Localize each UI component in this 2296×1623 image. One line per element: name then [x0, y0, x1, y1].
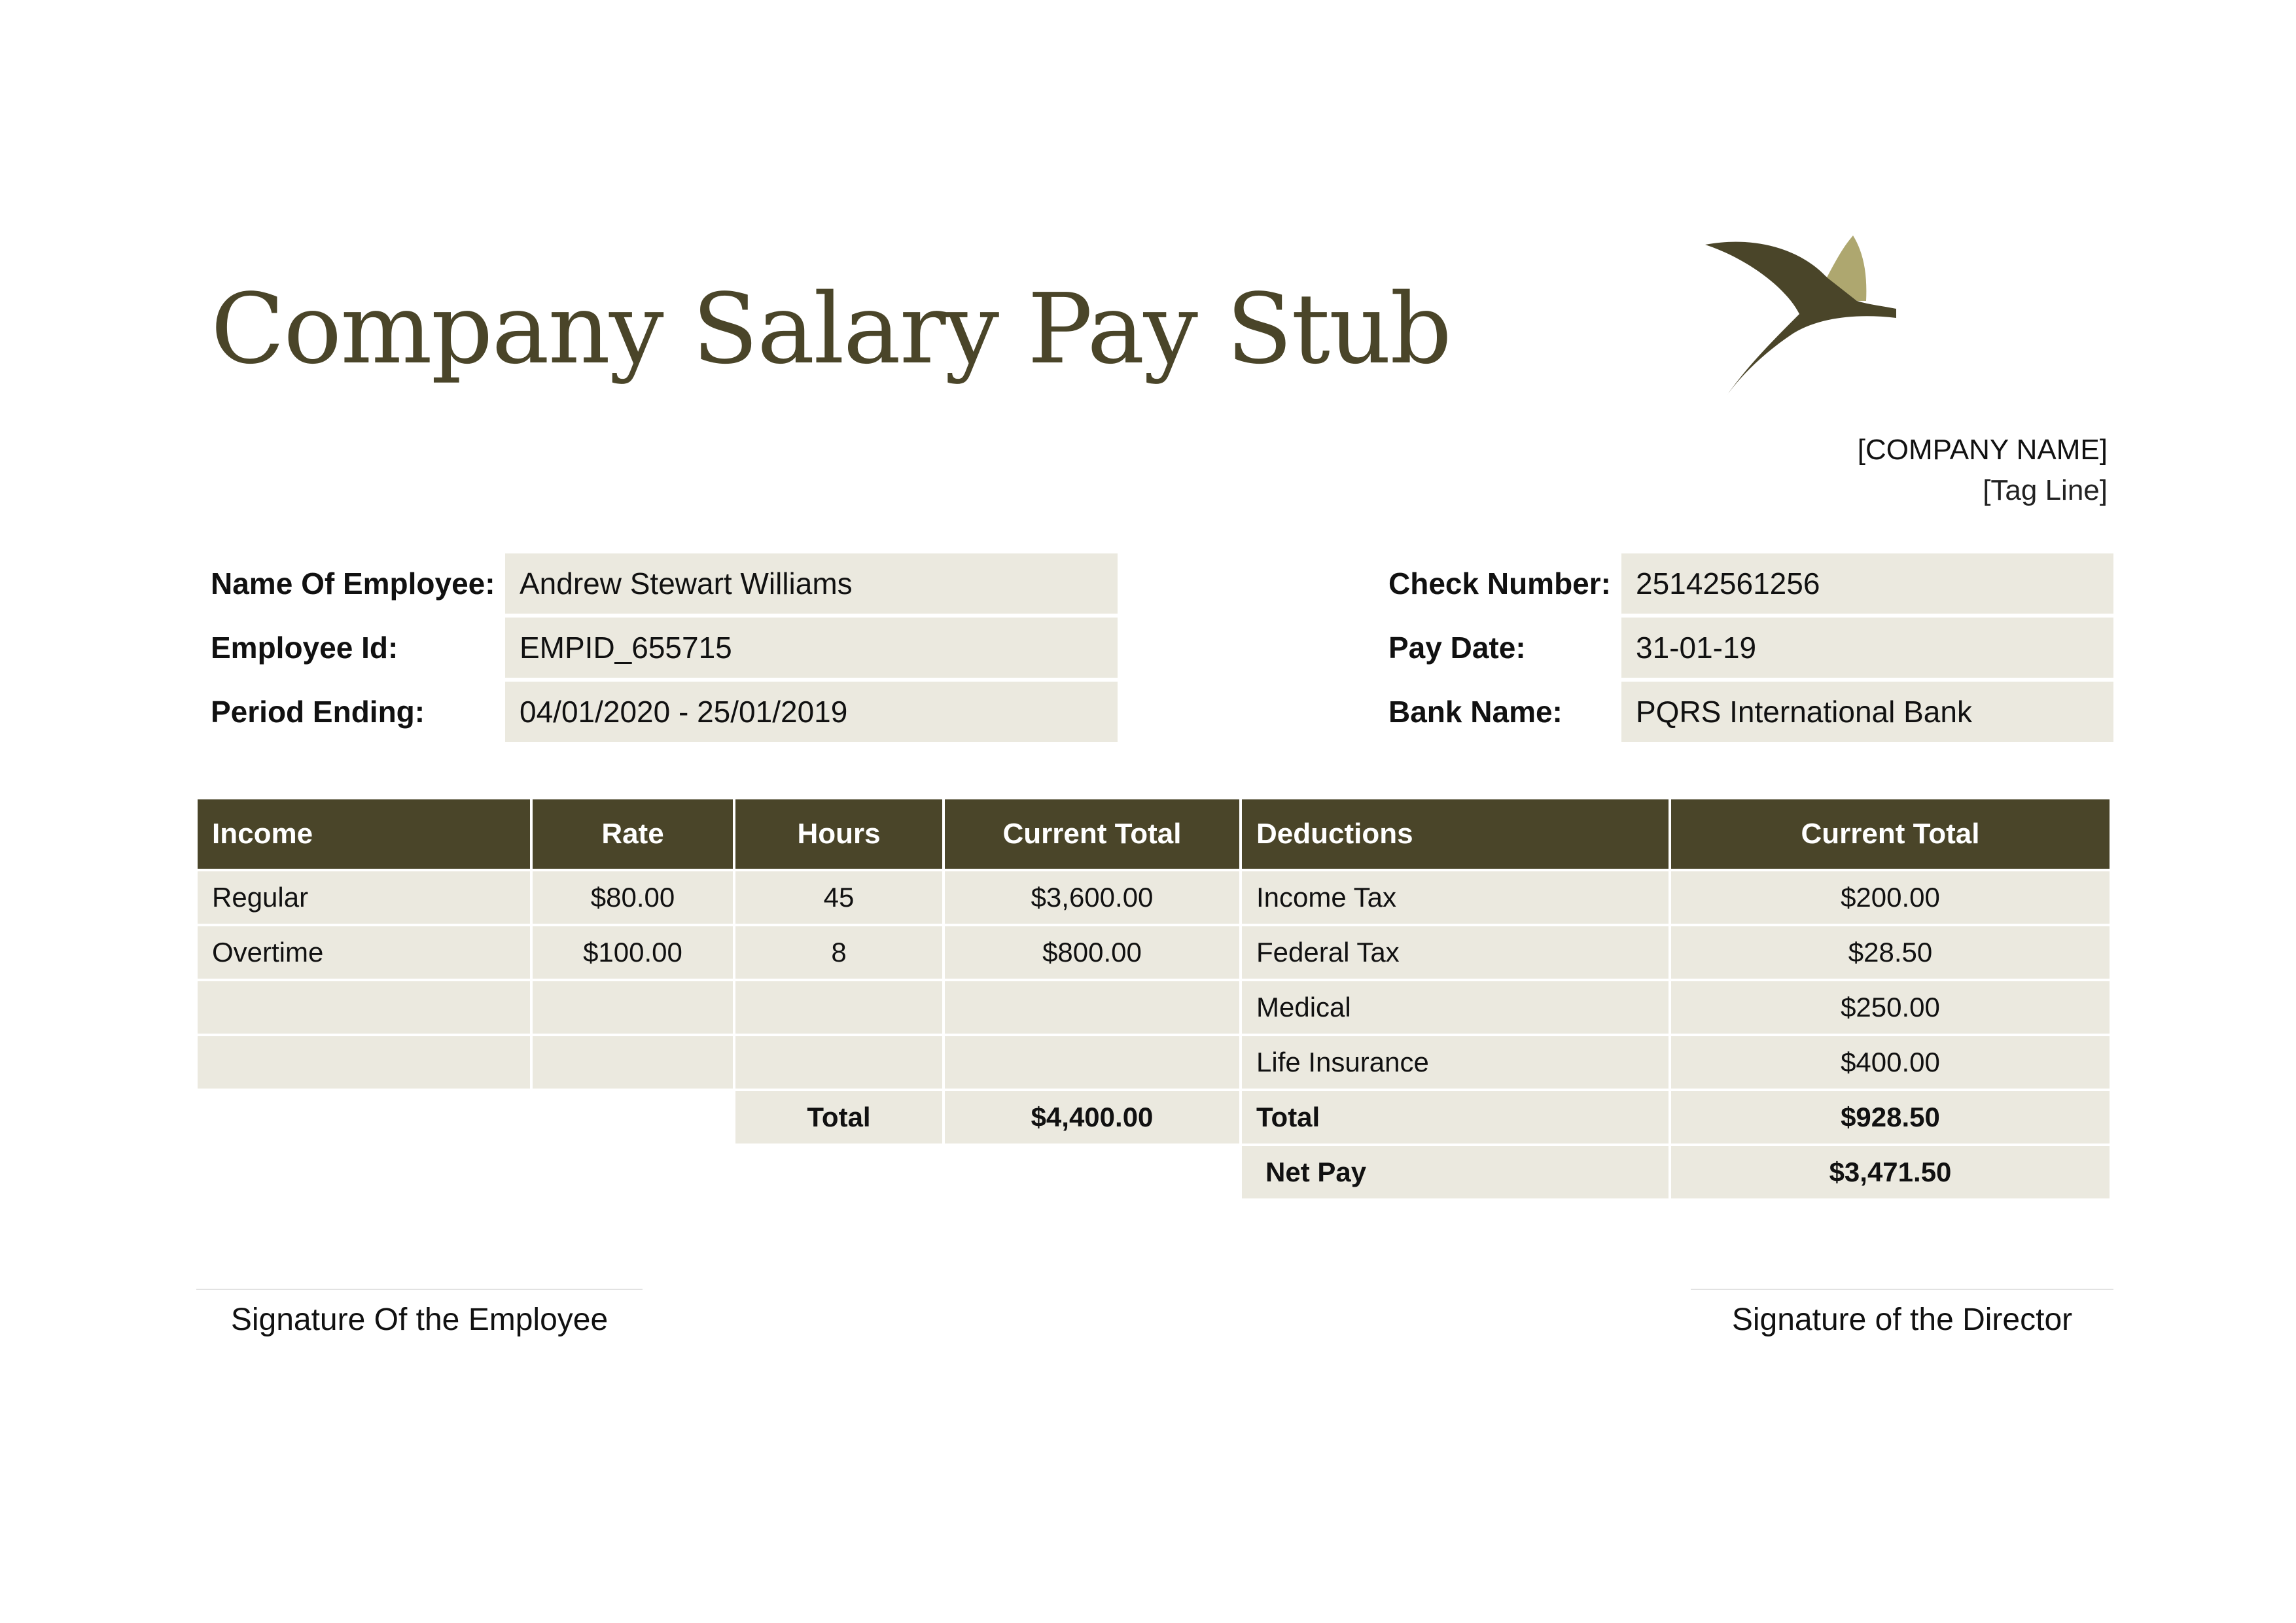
header-deductions: Deductions: [1242, 799, 1669, 869]
income-cell[interactable]: Overtime: [198, 926, 530, 979]
income-total-label: Total: [735, 1091, 942, 1143]
header-rate: Rate: [533, 799, 733, 869]
employee-id-label: Employee Id:: [211, 631, 398, 665]
employee-signature-line: [196, 1289, 643, 1290]
employee-name-field[interactable]: Andrew Stewart Williams: [505, 553, 1118, 614]
header-hours: Hours: [735, 799, 942, 869]
header-income: Income: [198, 799, 530, 869]
income-total-value: $4,400.00: [945, 1091, 1239, 1143]
deduction-total-label: Total: [1242, 1091, 1669, 1143]
deduction-total-cell[interactable]: $200.00: [1671, 871, 2110, 924]
pay-date-field[interactable]: 31-01-19: [1621, 618, 2113, 678]
bank-name-label: Bank Name:: [1388, 695, 1563, 729]
deduction-cell[interactable]: Federal Tax: [1242, 926, 1669, 979]
company-name: [COMPANY NAME]: [1857, 434, 2108, 466]
header-income-current-total: Current Total: [945, 799, 1239, 869]
director-signature-line: [1691, 1289, 2113, 1290]
employee-name-label: Name Of Employee:: [211, 567, 495, 601]
income-total-cell[interactable]: $800.00: [945, 926, 1239, 979]
deduction-total-value: $928.50: [1671, 1091, 2110, 1143]
deduction-cell[interactable]: Medical: [1242, 981, 1669, 1034]
hours-cell[interactable]: 45: [735, 871, 942, 924]
employee-signature-label: Signature Of the Employee: [230, 1302, 609, 1337]
hours-cell[interactable]: 8: [735, 926, 942, 979]
income-total-cell[interactable]: [945, 1036, 1239, 1089]
rate-cell[interactable]: [533, 1036, 733, 1089]
director-signature-label: Signature of the Director: [1731, 1302, 2073, 1337]
check-number-label: Check Number:: [1388, 567, 1611, 601]
deduction-cell[interactable]: Life Insurance: [1242, 1036, 1669, 1089]
rate-cell[interactable]: [533, 981, 733, 1034]
income-cell[interactable]: Regular: [198, 871, 530, 924]
deduction-total-cell[interactable]: $250.00: [1671, 981, 2110, 1034]
income-cell[interactable]: [198, 1036, 530, 1089]
deduction-total-cell[interactable]: $400.00: [1671, 1036, 2110, 1089]
company-tag-line: [Tag Line]: [1983, 474, 2108, 506]
period-ending-field[interactable]: 04/01/2020 - 25/01/2019: [505, 682, 1118, 742]
income-total-cell[interactable]: [945, 981, 1239, 1034]
net-pay-value: $3,471.50: [1671, 1146, 2110, 1198]
income-cell[interactable]: [198, 981, 530, 1034]
period-ending-label: Period Ending:: [211, 695, 425, 729]
deduction-total-cell[interactable]: $28.50: [1671, 926, 2110, 979]
bird-logo-icon: [1701, 236, 1898, 399]
rate-cell[interactable]: $80.00: [533, 871, 733, 924]
employee-id-field[interactable]: EMPID_655715: [505, 618, 1118, 678]
header-deduction-current-total: Current Total: [1671, 799, 2110, 869]
check-number-field[interactable]: 25142561256: [1621, 553, 2113, 614]
page-title: Company Salary Pay Stub: [211, 273, 1451, 385]
net-pay-label: Net Pay: [1242, 1146, 1669, 1198]
rate-cell[interactable]: $100.00: [533, 926, 733, 979]
deduction-cell[interactable]: Income Tax: [1242, 871, 1669, 924]
bank-name-field[interactable]: PQRS International Bank: [1621, 682, 2113, 742]
pay-date-label: Pay Date:: [1388, 631, 1526, 665]
hours-cell[interactable]: [735, 1036, 942, 1089]
income-total-cell[interactable]: $3,600.00: [945, 871, 1239, 924]
hours-cell[interactable]: [735, 981, 942, 1034]
